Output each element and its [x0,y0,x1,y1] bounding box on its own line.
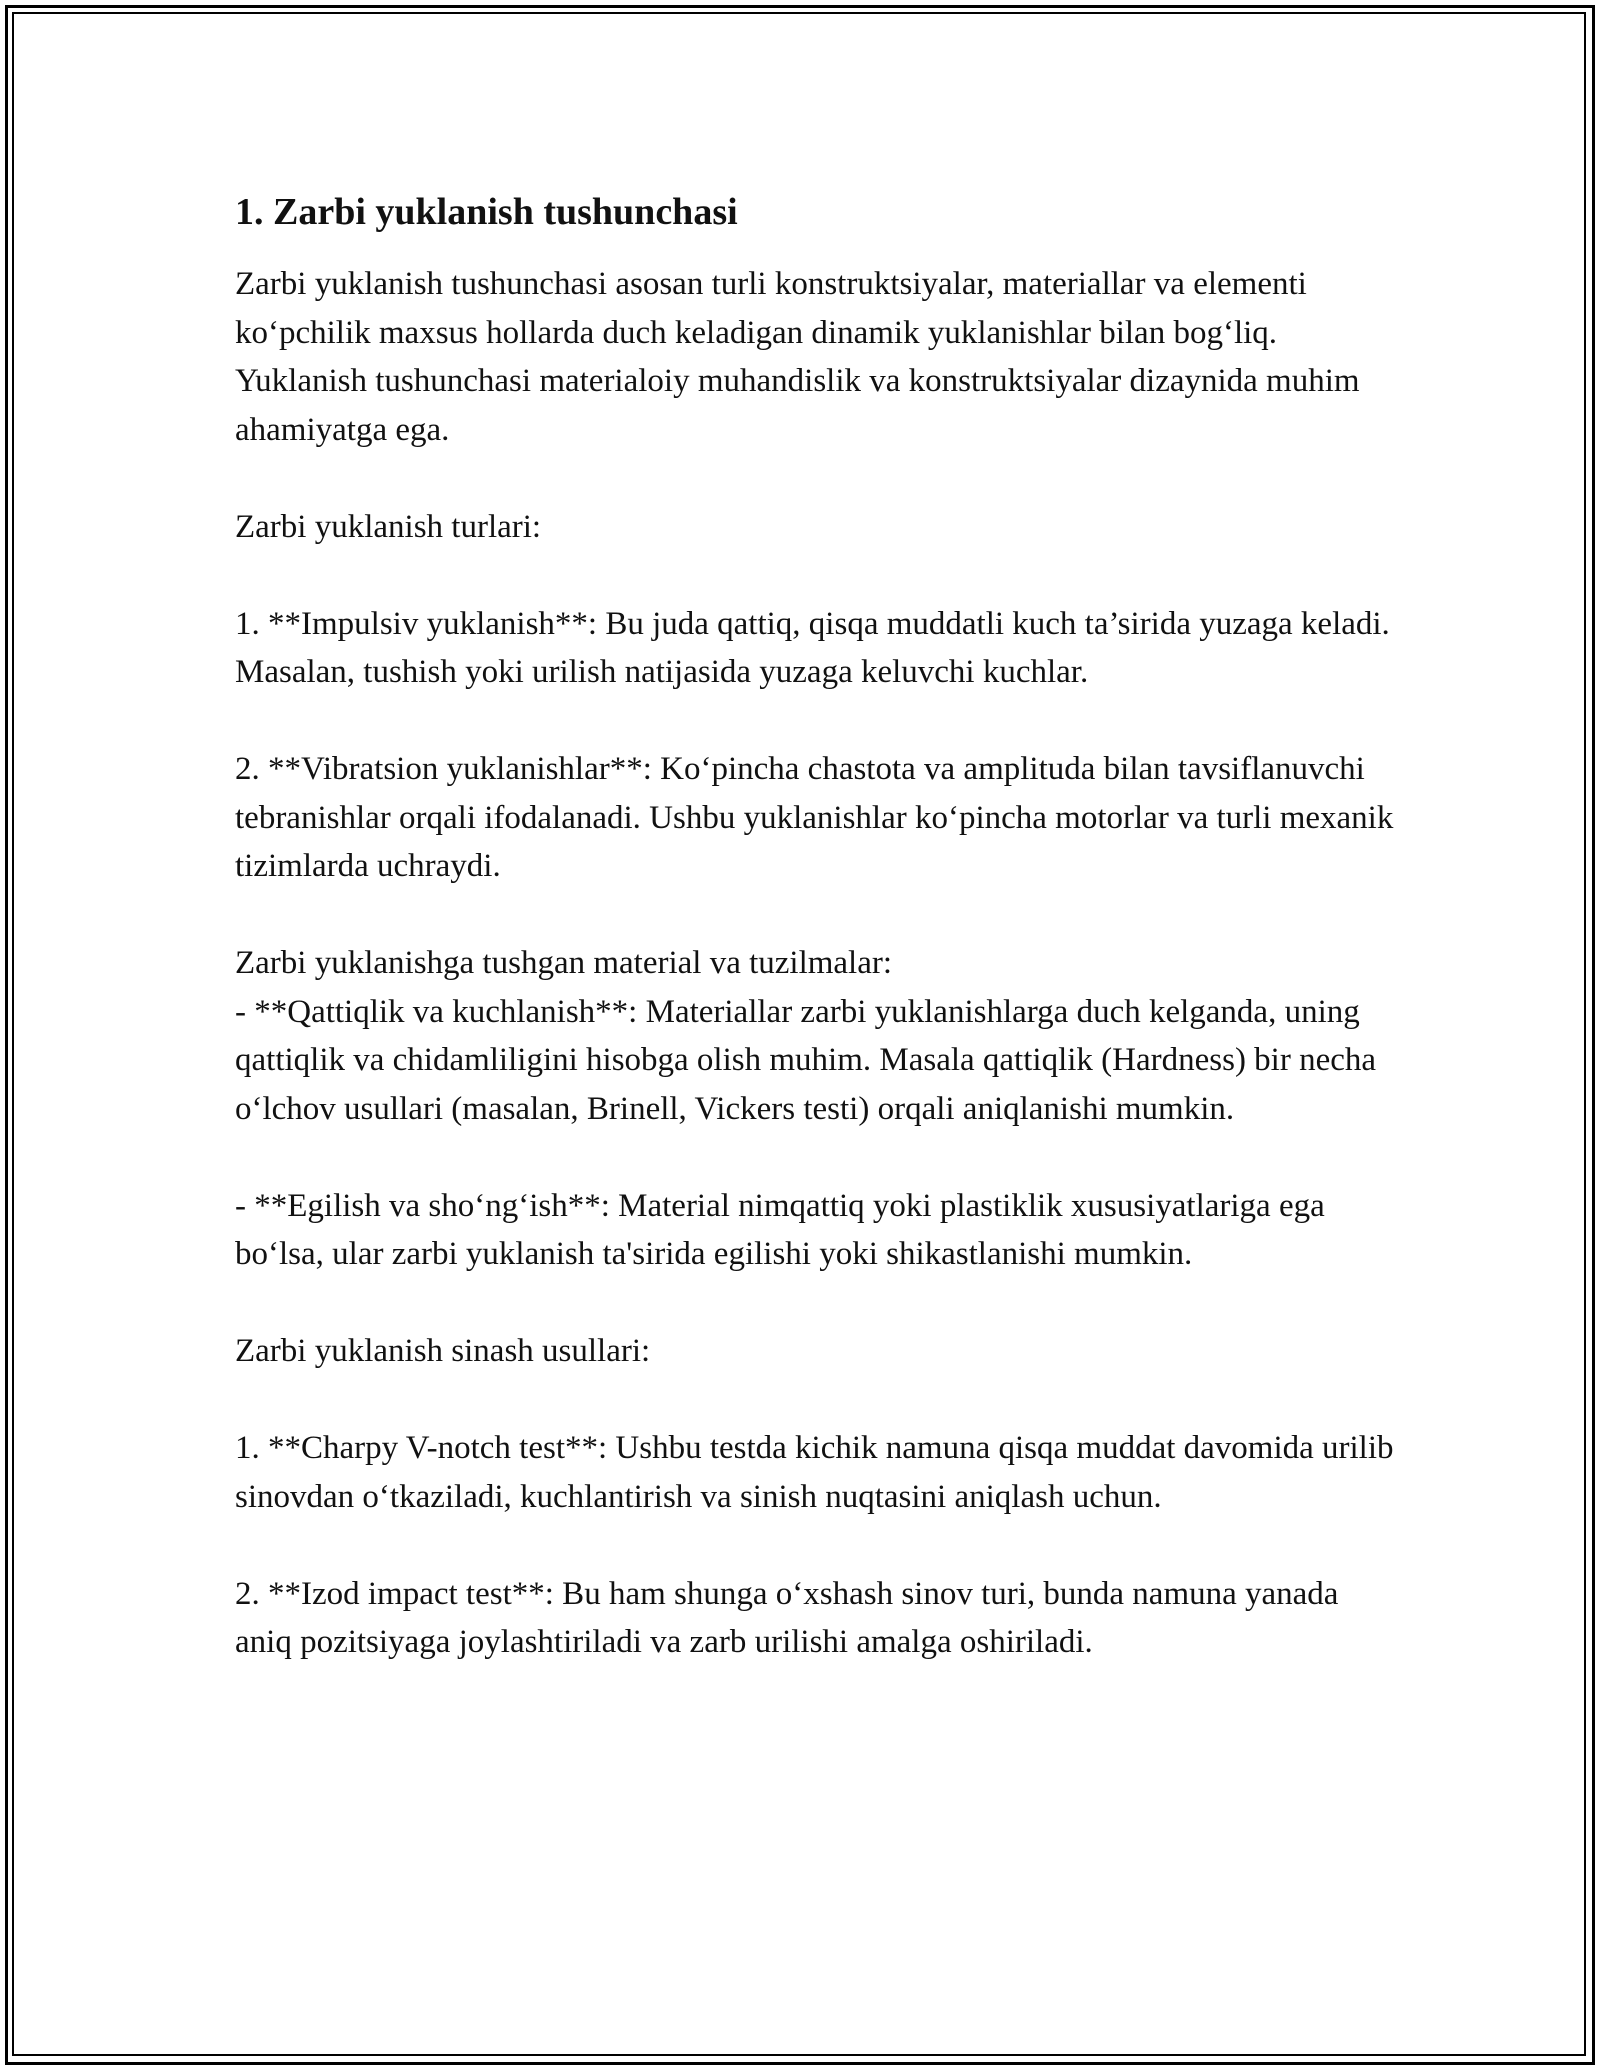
document-body [235,188,1395,1667]
paragraph-spacer [235,697,1395,746]
list-item-charpy-test: 1. **Charpy V-notch test**: Ushbu testda kichik namuna qisqa muddat davomida urilib sinovdan o‘tkaziladi, kuchlantirish va sinish nuqtasini aniqlash uchun. [235,1430,1394,1515]
intro-paragraph: Zarbi yuklanish tushunchasi asosan turli konstruktsiyalar, materiallar va elementi ko‘pchilik maxsus hollarda duch keladigan dinamik yuklanishlar bilan bog‘liq. Yuklanish tushunchasi materialoiy muhandislik va konstruktsiyalar dizaynida muhim ahamiyatga ega. [235,266,1360,448]
paragraph-spacer [235,1376,1395,1425]
materials-label: Zarbi yuklanishga tushgan material va tuzilmalar: [235,945,893,981]
paragraph-spacer [235,1521,1395,1570]
section-heading: 1. Zarbi yuklanish tushunchasi [235,191,738,233]
list-item-izod-test: 2. **Izod impact test**: Bu ham shunga o‘xshash sinov turi, bunda namuna yanada aniq pozitsiyaga joylashtiriladi va zarb urilishi amalga oshiriladi. [235,1575,1339,1660]
list-item-bending: - **Egilish va sho‘ng‘ish**: Material nimqattiq yoki plastiklik xususiyatlariga ega bo‘lsa, ular zarbi yuklanish ta'sirida egilishi yoki shikastlanishi mumkin. [235,1187,1325,1272]
paragraph-spacer [235,1133,1395,1182]
paragraph-spacer [235,1279,1395,1328]
paragraph-spacer [235,891,1395,940]
list-item-vibration-load: 2. **Vibratsion yuklanishlar**: Ko‘pincha chastota va amplituda bilan tavsiflanuvchi tebranishlar orqali ifodalanadi. Ushbu yuklanishlar ko‘pincha motorlar va turli mexanik tizimlarda uchraydi. [235,751,1394,884]
load-types-label: Zarbi yuklanish turlari: [235,508,542,545]
paragraph-spacer [235,551,1395,600]
list-item-hardness: - **Qattiqlik va kuchlanish**: Materiallar zarbi yuklanishlarga duch kelganda, uning qattiqlik va chidamliligini hisobga olish muhim. Masala qattiqlik (Hardness) bir necha o‘lchov usullari (masalan, Brinell, Vickers testi) orqali aniqlanishi mumkin. [235,993,1377,1127]
paragraph-spacer [235,454,1395,503]
list-item-impulsive-load: 1. **Impulsiv yuklanish**: Bu juda qattiq, qisqa muddatli kuch ta’sirida yuzaga keladi. Masalan, tushish yoki urilish natijasida yuzaga keluvchi kuchlar. [235,605,1390,690]
test-methods-label: Zarbi yuklanish sinash usullari: [235,1333,651,1369]
